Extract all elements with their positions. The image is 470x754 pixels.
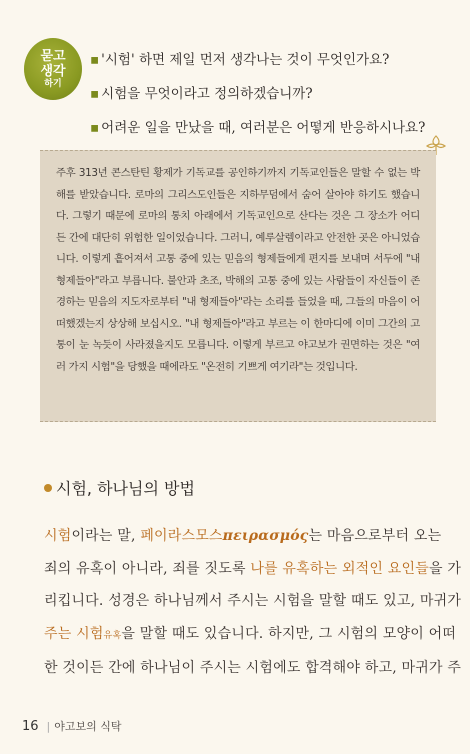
heading-dot-icon bbox=[44, 484, 52, 492]
highlight-term: 주는 시험 bbox=[44, 625, 104, 642]
body-line bbox=[44, 553, 462, 586]
badge-line-3: 하기 bbox=[44, 79, 62, 89]
text-span: 을 말할 때도 있습니다. 하지만, 그 시험의 모양이 어떠 bbox=[121, 625, 457, 642]
question-text: 어려운 일을 만났을 때, 여러분은 어떻게 반응하시나요? bbox=[101, 120, 426, 136]
section-heading bbox=[44, 476, 195, 499]
small-annotation: 유혹 bbox=[103, 630, 122, 641]
bullet-icon: ▪ bbox=[90, 52, 100, 68]
highlight-term: 페이라스모스 bbox=[140, 528, 223, 544]
body-line: 리킵니다. 성경은 하나님께서 주시는 시험을 말할 때도 있고, 마귀가 bbox=[44, 593, 462, 609]
question-text: '시험' 하면 제일 먼저 생각나는 것이 무엇인가요? bbox=[101, 52, 390, 68]
question-item bbox=[90, 50, 450, 70]
section-title: 시험, 하나님의 방법 bbox=[56, 479, 195, 498]
page-number: 16 bbox=[22, 719, 39, 734]
body-line: 한 것이든 간에 하나님이 주시는 시험에도 합격해야 하고, 마귀가 주 bbox=[44, 660, 462, 676]
body-line bbox=[44, 520, 444, 553]
question-item bbox=[90, 118, 450, 138]
book-title: 야고보의 식탁 bbox=[54, 720, 122, 733]
context-text: 주후 313년 콘스탄틴 황제가 기독교를 공인하기까지 기독교인들은 말할 수 없는 박해를 받았습니다. 로마의 그리스도인들은 지하무덤에서 숨어 살아야 하기도 했습니다. 그렇기 때문에 로마의 통치 아래에서 기독교인으로 산다는 것은 그 장소가 어디든 간에 대단히 위험한 일이었습니다. 그러니, 예루살렘이라고 안전한 곳은 아니었습니다. 이렇게 흩어져서 고통 중에 있는 믿음의 형제들에게 편지를 보내며 서두에 "내 형제들아"라고 부릅니다. 불안과 초조, 박해의 고통 중에 있는 사람들이 자신들이 존경하는 믿음의 지도자로부터 "내 형제들아"라는 소리를 들었을 때, 그들의 마음이 어떠했겠는지 상상해 보십시오. "내 형제들아"라고 부르는 이 한마디에 이미 그간의 고통이 눈 녹듯이 사라졌을지도 모릅니다. 이렇게 부르고 야고보가 권면하는 것은 "여러 가지 시험"을 당했을 때에라도 "온전히 기쁘게 여기라"는 것입니다. bbox=[56, 167, 420, 373]
question-text: 시험을 무엇이라고 정의하겠습니까? bbox=[101, 86, 313, 102]
greek-term: πειρασμός bbox=[222, 528, 309, 544]
highlight-term: 시험 bbox=[44, 528, 72, 544]
bullet-icon: ▪ bbox=[90, 86, 100, 102]
badge-line-2: 생각 bbox=[40, 64, 66, 79]
footer-separator: | bbox=[46, 720, 51, 733]
text-span: 을 가 bbox=[428, 560, 462, 577]
text-span: 는 마음으로부터 오는 bbox=[308, 528, 442, 544]
text-span: 이라는 말, bbox=[71, 528, 141, 544]
badge-line-1: 묻고 bbox=[40, 49, 66, 64]
page-footer bbox=[22, 718, 122, 734]
highlight-term: 나를 유혹하는 외적인 요인들 bbox=[250, 560, 429, 577]
text-span: 죄의 유혹이 아니라, 죄를 짓도록 bbox=[44, 560, 251, 577]
think-badge bbox=[24, 38, 82, 100]
body-text bbox=[44, 520, 462, 685]
question-item bbox=[90, 84, 450, 104]
context-box bbox=[40, 150, 436, 422]
question-list bbox=[90, 50, 450, 152]
bullet-icon: ▪ bbox=[90, 120, 100, 136]
body-line bbox=[44, 618, 457, 653]
